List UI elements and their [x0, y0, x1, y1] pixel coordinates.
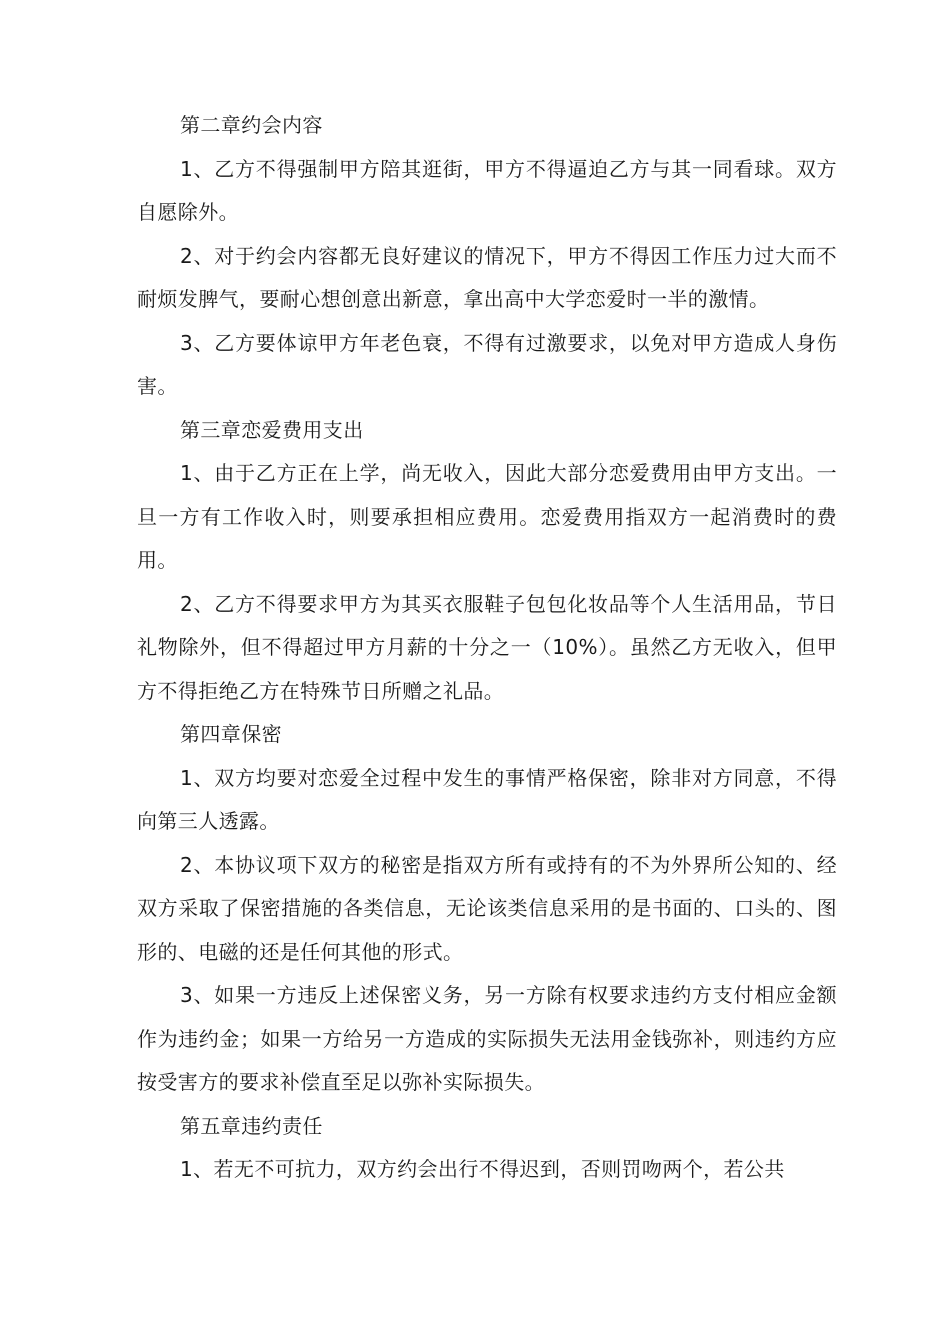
clause-paragraph: 1、双方均要对恋爱全过程中发生的事情严格保密，除非对方同意，不得向第三人透露。 — [137, 765, 837, 833]
chapter-heading: 第四章保密 — [180, 722, 282, 746]
clause-paragraph: 1、乙方不得强制甲方陪其逛街，甲方不得逼迫乙方与其一同看球。双方自愿除外。 — [137, 156, 837, 224]
chapter-heading: 第二章约会内容 — [180, 113, 323, 137]
chapter-heading: 第三章恋爱费用支出 — [180, 417, 364, 442]
clause-paragraph: 2、乙方不得要求甲方为其买衣服鞋子包包化妆品等个人生活用品，节日礼物除外，但不得超过甲方月薪的十分之一（10%）。虽然乙方无收入，但甲方不得拒绝乙方在特殊节日所赠之礼品。 — [137, 591, 837, 703]
clause-paragraph: 3、乙方要体谅甲方年老色衰，不得有过激要求，以免对甲方造成人身伤害。 — [137, 330, 837, 398]
clause-paragraph: 3、如果一方违反上述保密义务，另一方除有权要求违约方支付相应金额作为违约金；如果一方给另一方造成的实际损失无法用金钱弥补，则违约方应按受害方的要求补偿直至足以弥补实际损失。 — [137, 983, 837, 1094]
document-page — [137, 104, 837, 1192]
clause-paragraph: 2、本协议项下双方的秘密是指双方所有或持有的不为外界所公知的、经双方采取了保密措施的各类信息，无论该类信息采用的是书面的、口头的、图形的、电磁的还是任何其他的形式。 — [137, 852, 837, 964]
clause-paragraph: 1、由于乙方正在上学，尚无收入，因此大部分恋爱费用由甲方支出。一旦一方有工作收入时，则要承担相应费用。恋爱费用指双方一起消费时的费用。 — [137, 461, 837, 572]
chapter-heading: 第五章违约责任 — [180, 1113, 323, 1138]
clause-paragraph: 1、若无不可抗力，双方约会出行不得迟到，否则罚吻两个，若公共 — [180, 1157, 785, 1181]
clause-paragraph: 2、对于约会内容都无良好建议的情况下，甲方不得因工作压力过大而不耐烦发脾气，要耐心想创意出新意，拿出高中大学恋爱时一半的激情。 — [137, 243, 837, 311]
